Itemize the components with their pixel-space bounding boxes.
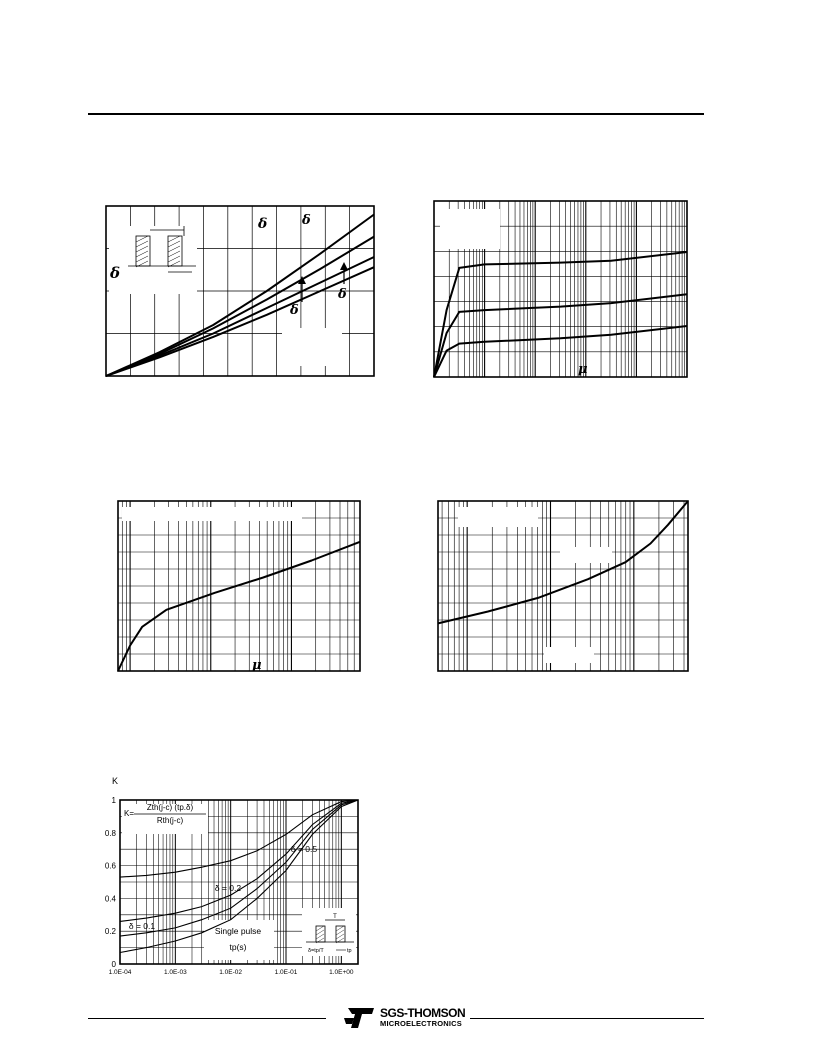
legend-background xyxy=(122,507,302,521)
y-tick-label: 0.8 xyxy=(104,828,116,838)
figure-thermal-impedance xyxy=(100,770,370,985)
figure-saturation xyxy=(426,195,701,390)
x-tick-label: 1.0E-03 xyxy=(163,969,187,976)
figure-log-curve-left xyxy=(110,495,370,680)
figure-duty-cycle xyxy=(100,200,390,390)
series-label: δ = 0.1 xyxy=(128,921,156,931)
inset-background xyxy=(109,226,197,294)
header-rule xyxy=(88,113,704,115)
figure-log-curve-right xyxy=(430,495,695,680)
x-tick-label: 1.0E+00 xyxy=(329,969,354,976)
y-tick-label: 0 xyxy=(111,960,116,969)
mu-label: μ xyxy=(252,658,262,673)
pointer-arrow-head xyxy=(340,262,348,270)
mu-label: μ xyxy=(578,362,588,377)
figure-saturation-chart xyxy=(426,195,701,390)
y-tick-label: 0.2 xyxy=(104,927,116,937)
formula-denominator: Rth(j-c) xyxy=(156,816,184,825)
series-label: Single pulse xyxy=(214,926,262,936)
series-label: δ = 0.2 xyxy=(214,883,242,893)
y-axis-label: K xyxy=(111,776,118,786)
delta-label: δ xyxy=(302,213,311,228)
x-tick-label: 1.0E-02 xyxy=(219,969,243,976)
inset-duty-label: δ=tp/T xyxy=(308,948,324,954)
st-logo-icon xyxy=(342,1005,376,1031)
delta-label: δ xyxy=(290,303,299,318)
brand-subtitle: MICROELECTRONICS xyxy=(380,1019,462,1028)
y-tick-label: 1 xyxy=(111,796,116,805)
delta-label: δ xyxy=(258,216,268,232)
formula-numerator: Zth(j-c) (tp.δ) xyxy=(146,803,194,812)
label-background xyxy=(560,547,612,563)
series-label: δ = 0.5 xyxy=(290,844,318,854)
figure-thermal-impedance-chart xyxy=(100,770,370,985)
x-tick-label: 1.0E-04 xyxy=(108,969,132,976)
legend-background xyxy=(458,507,538,527)
brand-name: SGS-THOMSON xyxy=(380,1006,466,1020)
figure-log-curve-right-chart xyxy=(430,495,695,680)
inset-tp-label: tp xyxy=(347,948,352,954)
figure-duty-cycle-chart xyxy=(100,200,390,390)
footer-rule-right xyxy=(470,1018,704,1019)
footer-rule-left xyxy=(88,1018,326,1019)
legend-background xyxy=(440,209,500,249)
x-axis-label: tp(s) xyxy=(229,942,247,952)
series-line xyxy=(434,252,687,377)
footer-logo xyxy=(340,1003,480,1033)
y-tick-label: 0.6 xyxy=(104,861,116,871)
figure-log-curve-left-chart xyxy=(110,495,370,680)
inset-period-label: T xyxy=(333,914,337,920)
x-tick-label: 1.0E-01 xyxy=(274,969,298,976)
formula-k: K= xyxy=(124,809,135,818)
y-tick-label: 0.4 xyxy=(104,894,116,904)
series-line xyxy=(434,294,687,377)
delta-label: δ xyxy=(110,264,121,282)
label-background xyxy=(544,647,594,663)
delta-label: δ xyxy=(338,287,347,302)
series-line xyxy=(434,326,687,377)
label-background xyxy=(282,328,342,366)
